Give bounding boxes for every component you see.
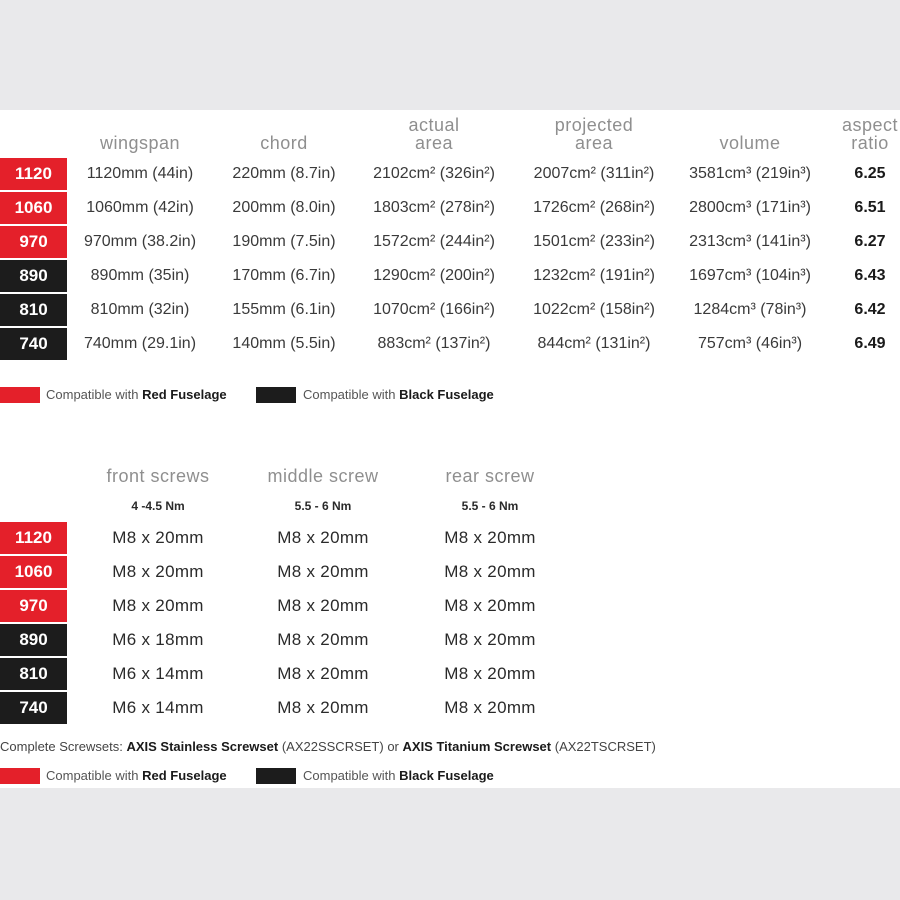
size-badge: 890 xyxy=(0,624,67,656)
front-screw-cell: M6 x 18mm xyxy=(112,630,204,649)
spec-row-1120 xyxy=(0,158,900,190)
rear-screw-cell: M8 x 20mm xyxy=(444,698,536,717)
front-screw-cell: M8 x 20mm xyxy=(112,528,204,547)
size-badge: 810 xyxy=(0,658,67,690)
spec-row-810 xyxy=(0,294,900,326)
header-rear-screw: rear screw xyxy=(445,466,535,486)
rear-screw-cell: M8 x 20mm xyxy=(444,630,536,649)
aspect-ratio-cell: 6.49 xyxy=(854,335,886,352)
header-aspect-ratio xyxy=(830,116,900,152)
header-actual-area xyxy=(374,116,494,152)
volume-cell: 1697cm³ (104in³) xyxy=(689,267,811,284)
middle-screw-cell: M8 x 20mm xyxy=(277,596,369,615)
projected-area-cell: 1022cm² (158in²) xyxy=(533,301,655,318)
size-badge: 810 xyxy=(0,294,67,326)
legend-black-strong: Black Fuselage xyxy=(399,387,494,402)
wingspan-cell: 970mm (38.2in) xyxy=(83,233,197,250)
aspect-ratio-cell: 6.42 xyxy=(854,301,886,318)
legend-red-strong: Red Fuselage xyxy=(142,768,227,783)
volume-cell: 2313cm³ (141in³) xyxy=(689,233,811,250)
red-swatch xyxy=(0,768,40,784)
front-screw-cell: M8 x 20mm xyxy=(112,596,204,615)
rear-screw-cell: M8 x 20mm xyxy=(444,664,536,683)
spec-row-890 xyxy=(0,260,900,292)
aspect-ratio-cell: 6.51 xyxy=(854,199,886,216)
legend-top xyxy=(0,386,560,404)
middle-screw-cell: M8 x 20mm xyxy=(277,664,369,683)
chord-cell: 190mm (7.5in) xyxy=(232,233,336,250)
red-swatch xyxy=(0,387,40,403)
legend-red-label xyxy=(46,386,227,404)
actual-area-cell: 883cm² (137in²) xyxy=(377,335,491,352)
spec-sheet xyxy=(0,110,900,788)
actual-area-cell: 2102cm² (326in²) xyxy=(373,165,495,182)
header-middle-screw: middle screw xyxy=(267,466,379,486)
header-actual-area-line1: actual xyxy=(408,115,460,135)
header-volume: volume xyxy=(719,133,781,153)
screw-row-1120 xyxy=(0,522,900,554)
actual-area-cell: 1572cm² (244in²) xyxy=(373,233,495,250)
projected-area-cell: 1232cm² (191in²) xyxy=(533,267,655,284)
torque-front: 4 -4.5 Nm xyxy=(131,499,185,513)
note-titanium-name: AXIS Titanium Screwset xyxy=(402,739,552,754)
front-screw-cell: M6 x 14mm xyxy=(112,698,204,717)
size-badge: 970 xyxy=(0,590,67,622)
note-joiner: or xyxy=(387,739,399,754)
chord-cell: 170mm (6.7in) xyxy=(232,267,336,284)
volume-cell: 757cm³ (46in³) xyxy=(697,335,803,352)
torque-rear: 5.5 - 6 Nm xyxy=(461,499,519,513)
aspect-ratio-cell: 6.25 xyxy=(854,165,886,182)
middle-screw-cell: M8 x 20mm xyxy=(277,562,369,581)
middle-screw-cell: M8 x 20mm xyxy=(277,528,369,547)
volume-cell: 1284cm³ (78in³) xyxy=(693,301,807,318)
rear-screw-cell: M8 x 20mm xyxy=(444,562,536,581)
actual-area-cell: 1290cm² (200in²) xyxy=(373,267,495,284)
legend-black-strong: Black Fuselage xyxy=(399,768,494,783)
size-badge: 890 xyxy=(0,260,67,292)
header-actual-area-line2: area xyxy=(414,133,454,153)
aspect-ratio-cell: 6.43 xyxy=(854,267,886,284)
legend-black-label xyxy=(303,386,494,404)
legend-black-label xyxy=(303,767,494,785)
spec-row-1060 xyxy=(0,192,900,224)
note-stainless-name: AXIS Stainless Screwset xyxy=(126,739,279,754)
header-chord: chord xyxy=(260,133,308,153)
spec-row-740 xyxy=(0,328,900,360)
screw-row-970 xyxy=(0,590,900,622)
rear-screw-cell: M8 x 20mm xyxy=(444,596,536,615)
black-swatch xyxy=(256,768,296,784)
wingspan-cell: 1060mm (42in) xyxy=(86,199,194,216)
header-aspect-ratio-line1: aspect xyxy=(841,115,899,135)
middle-screw-cell: M8 x 20mm xyxy=(277,698,369,717)
size-badge: 1060 xyxy=(0,192,67,224)
chord-cell: 200mm (8.0in) xyxy=(232,199,336,216)
actual-area-cell: 1070cm² (166in²) xyxy=(373,301,495,318)
wingspan-cell: 810mm (32in) xyxy=(90,301,190,318)
size-badge: 740 xyxy=(0,692,67,724)
volume-cell: 2800cm³ (171in³) xyxy=(689,199,811,216)
legend-red-strong: Red Fuselage xyxy=(142,387,227,402)
rear-screw-cell: M8 x 20mm xyxy=(444,528,536,547)
size-badge: 1120 xyxy=(0,522,67,554)
screwset-note xyxy=(0,739,656,754)
projected-area-cell: 844cm² (131in²) xyxy=(537,335,651,352)
header-front-screws: front screws xyxy=(106,466,210,486)
header-projected-area-line2: area xyxy=(574,133,614,153)
front-screw-cell: M6 x 14mm xyxy=(112,664,204,683)
projected-area-cell: 1501cm² (233in²) xyxy=(533,233,655,250)
screw-row-1060 xyxy=(0,556,900,588)
header-projected-area-line1: projected xyxy=(554,115,634,135)
torque-middle: 5.5 - 6 Nm xyxy=(294,499,352,513)
screw-row-890 xyxy=(0,624,900,656)
actual-area-cell: 1803cm² (278in²) xyxy=(373,199,495,216)
black-swatch xyxy=(256,387,296,403)
screw-row-740 xyxy=(0,692,900,724)
size-badge: 970 xyxy=(0,226,67,258)
note-prefix: Complete Screwsets: xyxy=(0,739,123,754)
wingspan-cell: 890mm (35in) xyxy=(90,267,190,284)
size-badge: 1120 xyxy=(0,158,67,190)
chord-cell: 220mm (8.7in) xyxy=(232,165,336,182)
volume-cell: 3581cm³ (219in³) xyxy=(689,165,811,182)
legend-red-prefix: Compatible with xyxy=(46,768,139,783)
front-screw-cell: M8 x 20mm xyxy=(112,562,204,581)
screw-row-810 xyxy=(0,658,900,690)
chord-cell: 140mm (5.5in) xyxy=(232,335,336,352)
header-projected-area xyxy=(534,116,654,152)
legend-black-prefix: Compatible with xyxy=(303,768,396,783)
header-aspect-ratio-line2: ratio xyxy=(851,133,889,153)
note-stainless-code: (AX22SSCRSET) xyxy=(281,739,384,754)
legend-bottom xyxy=(0,767,560,785)
projected-area-cell: 1726cm² (268in²) xyxy=(533,199,655,216)
wingspan-cell: 1120mm (44in) xyxy=(86,165,194,182)
size-badge: 740 xyxy=(0,328,67,360)
legend-red-label xyxy=(46,767,227,785)
chord-cell: 155mm (6.1in) xyxy=(232,301,336,318)
projected-area-cell: 2007cm² (311in²) xyxy=(533,165,655,182)
middle-screw-cell: M8 x 20mm xyxy=(277,630,369,649)
size-badge: 1060 xyxy=(0,556,67,588)
spec-row-970 xyxy=(0,226,900,258)
note-titanium-code: (AX22TSCRSET) xyxy=(554,739,656,754)
legend-black-prefix: Compatible with xyxy=(303,387,396,402)
wingspan-cell: 740mm (29.1in) xyxy=(83,335,197,352)
legend-red-prefix: Compatible with xyxy=(46,387,139,402)
aspect-ratio-cell: 6.27 xyxy=(854,233,886,250)
header-wingspan: wingspan xyxy=(99,133,181,153)
